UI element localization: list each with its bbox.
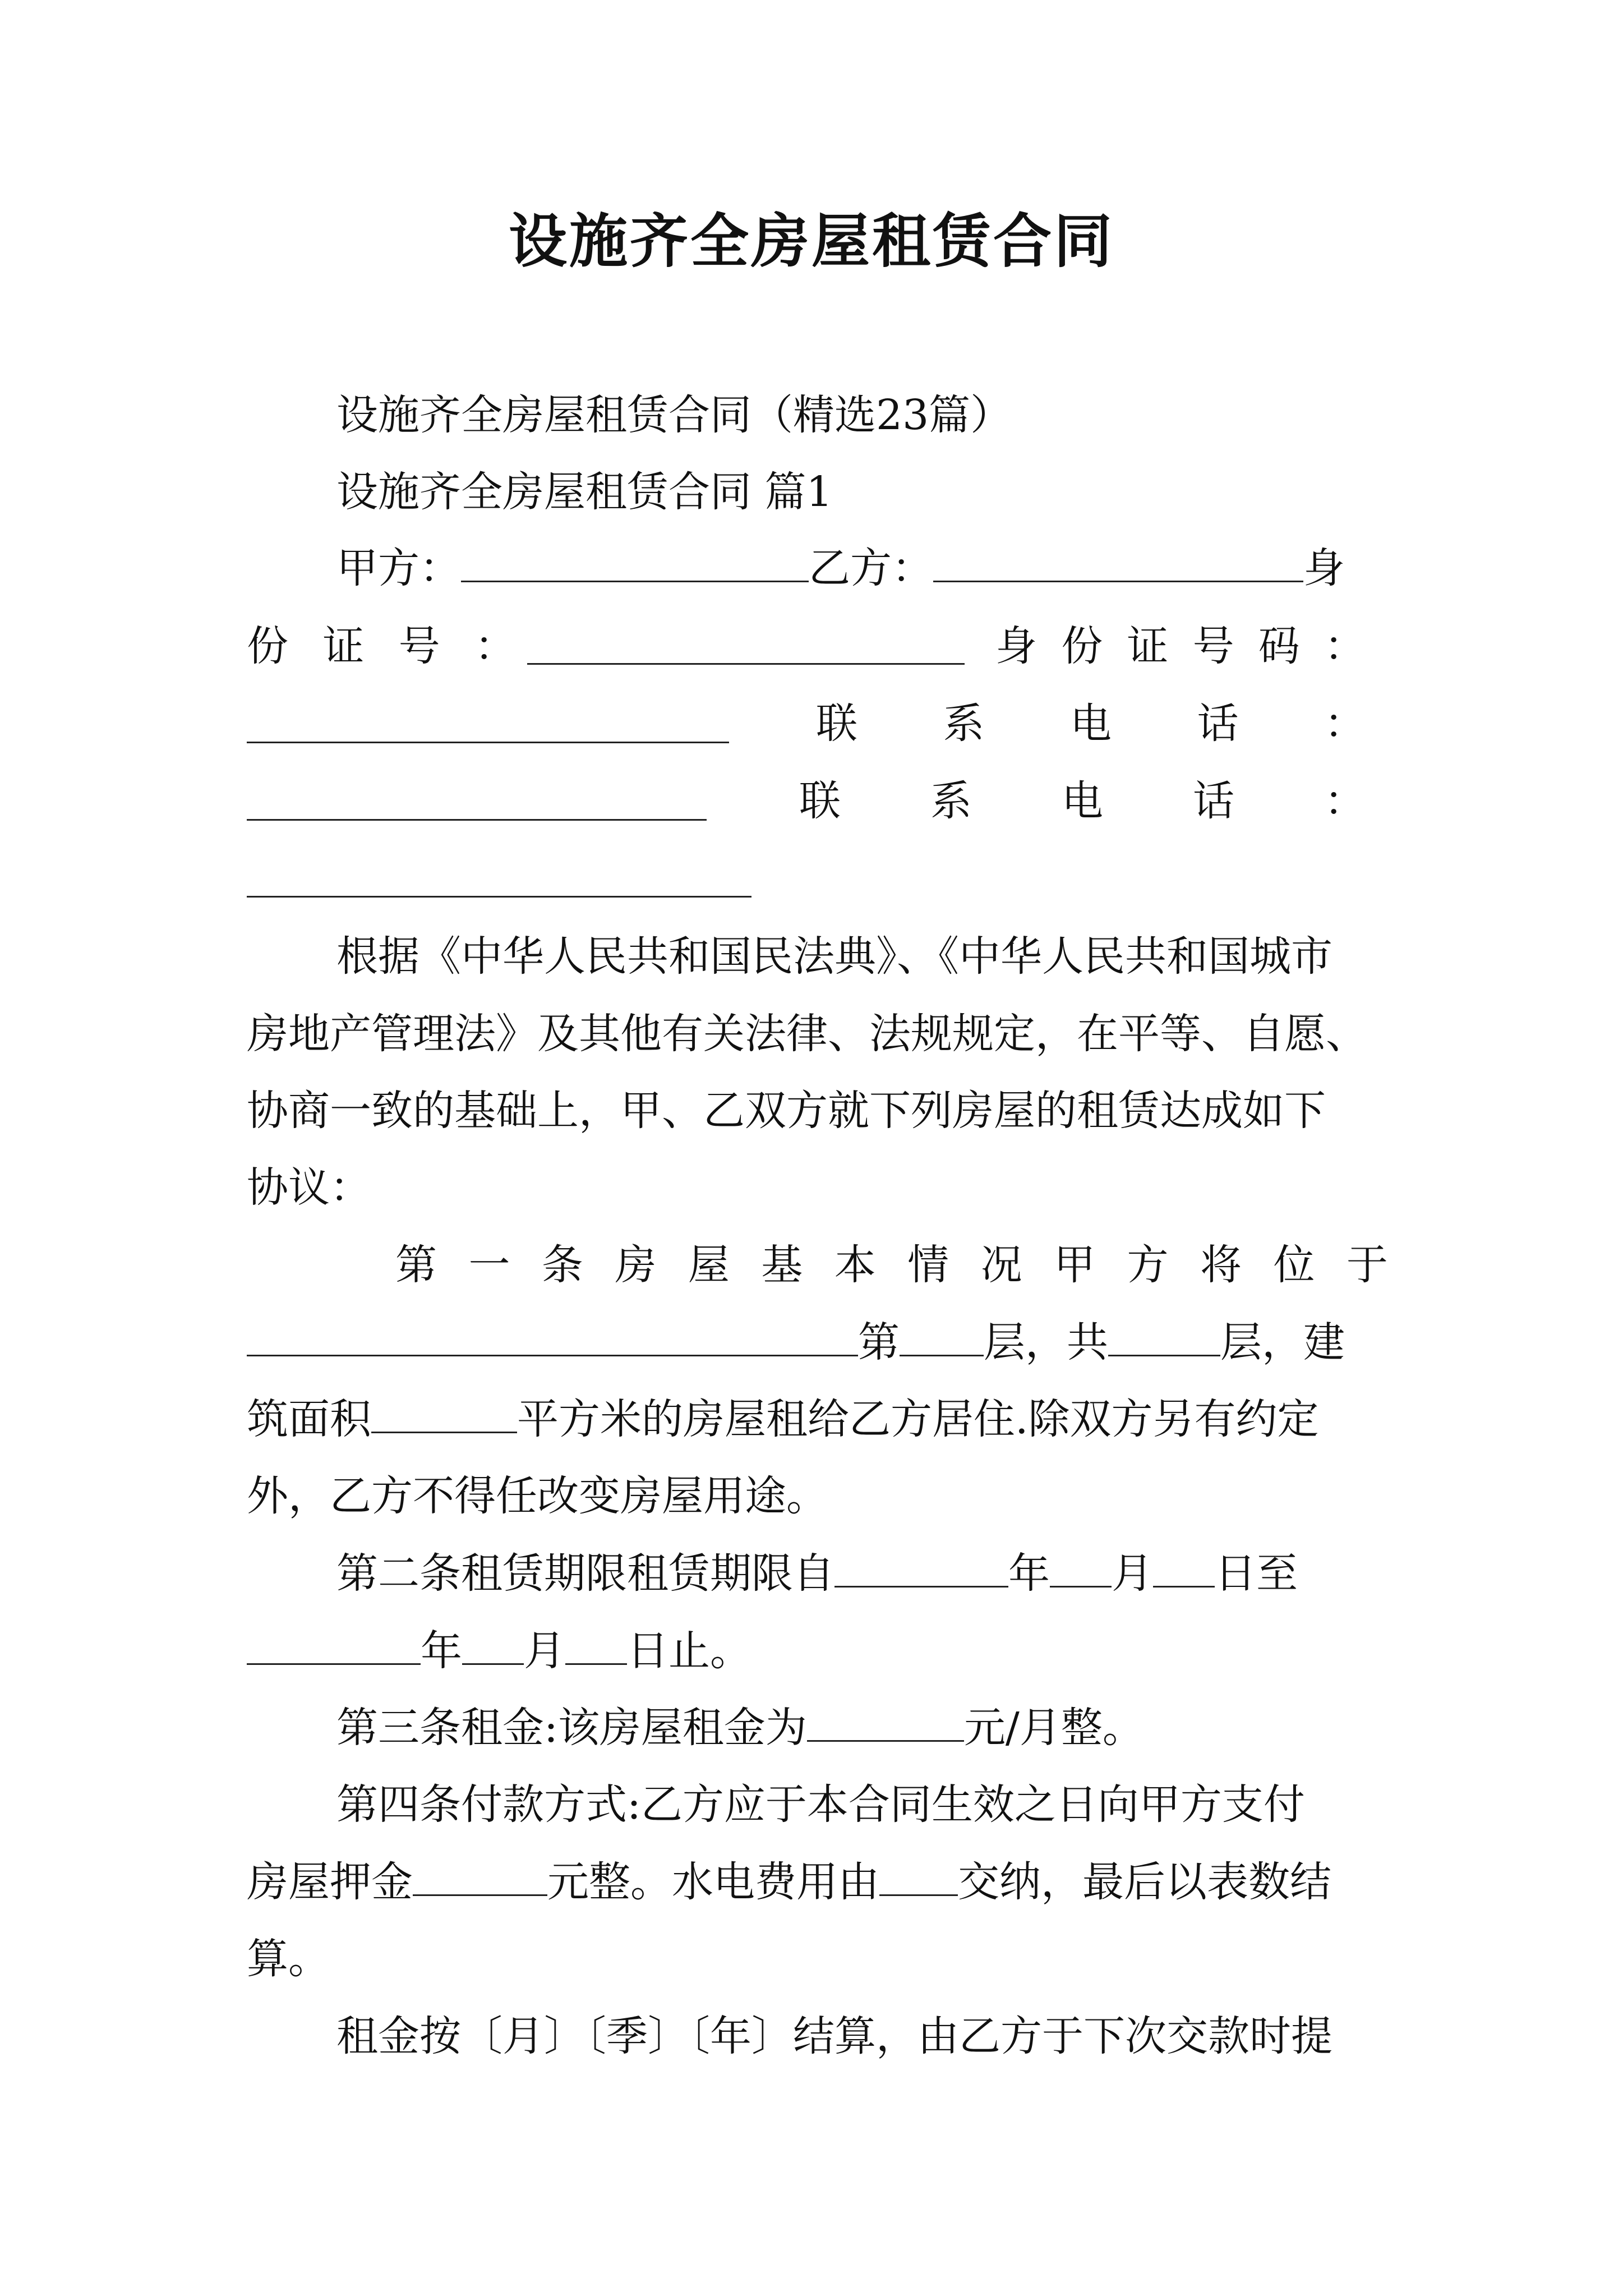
id-label-b: 身 份 证 号 码 ： <box>995 622 1366 670</box>
party-line <box>336 537 1345 599</box>
id-a-blank <box>527 662 965 665</box>
article4-line1: 第四条付款方式:乙方应于本合同生效之日向甲方支付 <box>336 1780 1305 1829</box>
subtitle: 设施齐全房屋租赁合同（精选23篇） <box>336 391 1012 439</box>
article4-line2: 房屋押金 元整。水电费用由 交纳，最后以表数结 <box>247 1858 1331 1906</box>
rent-blank <box>807 1706 964 1742</box>
document-title: 设施齐全房屋租赁合同 <box>508 206 1114 275</box>
utilities-payer-blank <box>879 1861 958 1896</box>
para1-line: 协议： <box>247 1163 371 1212</box>
article2-line2: 年 月 日止。 <box>247 1620 751 1682</box>
address-blank <box>247 1321 858 1356</box>
article1-heading: 第 一 条 房 屋 基 本 情 况 甲 方 将 位 于 <box>395 1241 1388 1289</box>
total-floors-blank <box>1108 1321 1220 1356</box>
end-month-blank <box>462 1630 524 1665</box>
section-heading: 设施齐全房屋租赁合同 篇1 <box>336 468 833 516</box>
party-b-label: 乙方： <box>809 544 933 592</box>
para1-line: 协商一致的基础上，甲、乙双方就下列房屋的租赁达成如下 <box>247 1087 1326 1135</box>
start-month-blank <box>1050 1552 1112 1588</box>
area-blank <box>371 1398 517 1433</box>
id-tail: 身 <box>1303 544 1345 592</box>
article1-line2: 第 层，共 层，建 <box>247 1312 1345 1373</box>
floor-blank <box>900 1321 984 1356</box>
phone-label-a: 联 系 电 话 ： <box>816 700 1366 748</box>
start-year-blank <box>834 1552 1008 1588</box>
start-day-blank <box>1153 1552 1215 1588</box>
article4-line3: 算。 <box>247 1935 330 1983</box>
article1-line3: 筑面积 平方米的房屋租给乙方居住.除双方另有约定 <box>247 1395 1319 1443</box>
end-day-blank <box>565 1630 627 1665</box>
end-year-blank <box>247 1630 421 1665</box>
id-label-a: 份 证 号 ： <box>247 622 516 670</box>
party-a-label: 甲方： <box>336 544 461 592</box>
phone-a-blank <box>247 818 707 821</box>
rent-settlement-line: 租金按〔月〕〔季〕〔年〕结算，由乙方于下次交款时提 <box>336 2012 1332 2060</box>
id-b-blank <box>247 740 729 743</box>
para1-line: 根据《中华人民共和国民法典》、《中华人民共和国城市 <box>336 932 1332 981</box>
phone-b-blank <box>247 895 751 898</box>
phone-label-b: 联 系 电 话 ： <box>799 777 1366 825</box>
article3-line: 第三条租金:该房屋租金为 元/月整。 <box>336 1704 1144 1752</box>
party-a-blank <box>461 547 809 582</box>
para1-line: 房地产管理法》及其他有关法律、法规规定，在平等、自愿、 <box>247 1010 1367 1058</box>
article2-line1: 第二条租赁期限租赁期限自 年 月 日至 <box>336 1549 1298 1598</box>
party-b-blank <box>933 547 1303 582</box>
deposit-blank <box>413 1861 547 1896</box>
article1-line4: 外，乙方不得任改变房屋用途。 <box>247 1472 828 1520</box>
